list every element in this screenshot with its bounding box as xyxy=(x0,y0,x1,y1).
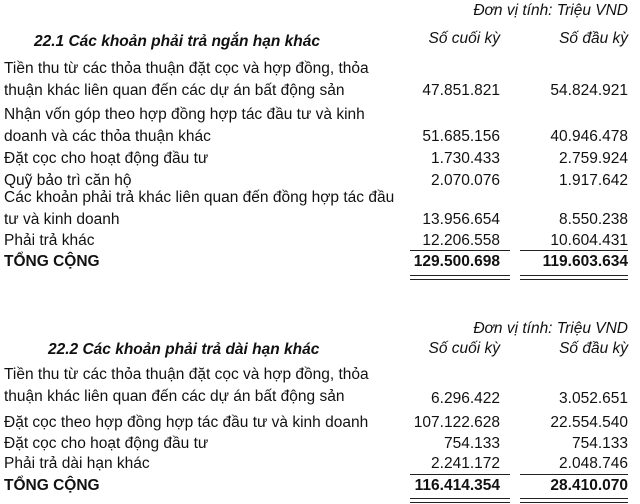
unit-note: Đơn vị tính: Triệu VND xyxy=(473,2,628,19)
row-label: Quỹ bảo trì căn hộ xyxy=(4,172,132,189)
col-header-end: Số cuối kỳ xyxy=(428,30,500,47)
value-end: 1.730.433 xyxy=(431,150,500,167)
col-header-end: Số cuối kỳ xyxy=(428,340,500,357)
value-end: 754.133 xyxy=(443,435,500,452)
value-begin: 3.052.651 xyxy=(559,390,628,407)
value-end: 2.070.076 xyxy=(431,172,500,189)
value-begin: 754.133 xyxy=(571,435,628,452)
value-begin: 10.604.431 xyxy=(550,232,628,249)
value-end: 6.296.422 xyxy=(431,390,500,407)
value-begin: 2.759.924 xyxy=(559,150,628,167)
value-begin: 1.917.642 xyxy=(559,172,628,189)
total-double-rule xyxy=(410,498,510,503)
total-double-rule xyxy=(410,275,510,280)
value-begin: 40.946.478 xyxy=(550,128,628,145)
row-label: Tiền thu từ các thỏa thuận đặt cọc và hợp đồng, thỏa thuận khác liên quan đến các dự án bất động sản xyxy=(4,366,369,405)
row-label: Đặt cọc cho hoạt động đầu tư xyxy=(4,150,209,167)
value-begin: 22.554.540 xyxy=(550,414,628,431)
value-begin: 8.550.238 xyxy=(559,211,628,228)
total-label: TỔNG CỘNG xyxy=(4,477,100,494)
row-label: Các khoản phải trả khác liên quan đến đồng hợp tác đầu tư và kinh doanh xyxy=(4,189,395,228)
total-end: 129.500.698 xyxy=(413,253,500,270)
value-end: 13.956.654 xyxy=(422,211,500,228)
value-end: 107.122.628 xyxy=(413,414,500,431)
total-label: TỔNG CỘNG xyxy=(4,253,100,270)
col-header-begin: Số đầu kỳ xyxy=(559,30,628,47)
section-title: 22.2 Các khoản phải trả dài hạn khác xyxy=(48,341,320,358)
total-double-rule xyxy=(520,275,628,280)
value-end: 51.685.156 xyxy=(422,128,500,145)
value-end: 2.241.172 xyxy=(431,455,500,472)
col-header-begin: Số đầu kỳ xyxy=(559,340,628,357)
total-begin: 28.410.070 xyxy=(550,477,628,494)
row-label: Phải trả khác xyxy=(4,232,95,249)
value-end: 47.851.821 xyxy=(422,82,500,99)
row-label: Đặt cọc cho hoạt động đầu tư xyxy=(4,435,209,452)
total-end: 116.414.354 xyxy=(414,477,500,494)
row-label: Nhận vốn góp theo hợp đồng hợp tác đầu tư và kinh doanh và các thỏa thuận khác xyxy=(4,106,365,145)
value-begin: 2.048.746 xyxy=(559,455,628,472)
row-label: Tiền thu từ các thỏa thuận đặt cọc và hợp đồng, thỏa thuận khác liên quan đến các dự án bất động sản xyxy=(4,60,369,99)
row-label: Đặt cọc theo hợp đồng hợp tác đầu tư và kinh doanh xyxy=(4,414,369,431)
total-double-rule xyxy=(520,498,628,503)
total-begin: 119.603.634 xyxy=(542,253,628,270)
row-label: Phải trả dài hạn khác xyxy=(4,455,150,472)
section-title: 22.1 Các khoản phải trả ngắn hạn khác xyxy=(34,33,320,50)
unit-note: Đơn vị tính: Triệu VND xyxy=(473,320,628,337)
value-begin: 54.824.921 xyxy=(550,82,628,99)
value-end: 12.206.558 xyxy=(422,232,500,249)
